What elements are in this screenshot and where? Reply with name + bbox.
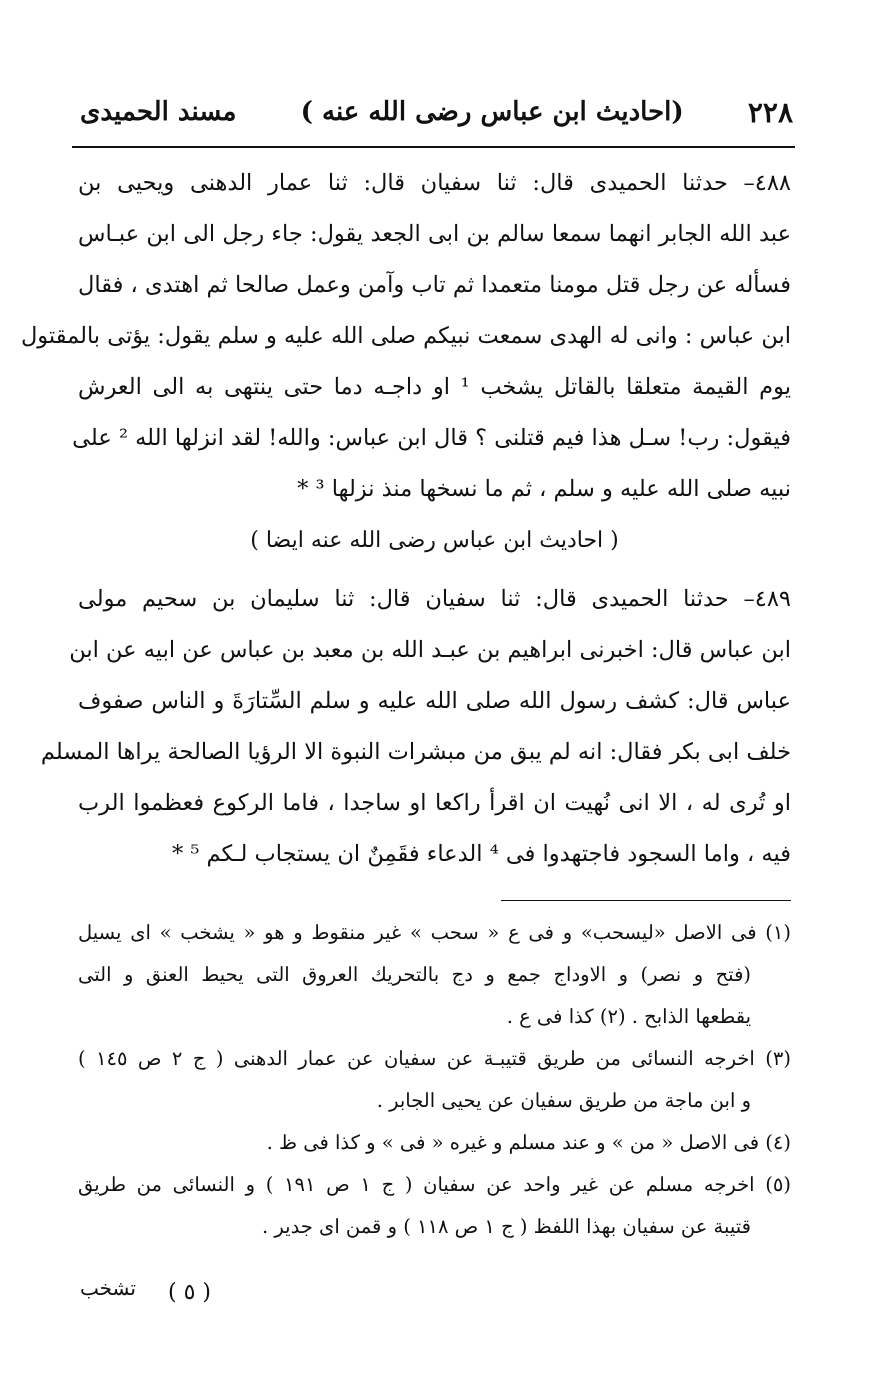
signature-bar <box>80 1272 791 1312</box>
text-line: عباس قال: كشف رسول الله صلى الله عليه و سلم السِّتارَةَ و الناس صفوف <box>78 688 791 714</box>
text-line: او تُرى له ، الا انى نُهيت ان اقرأ راكعا او ساجدا ، فاما الركوع فعظموا الرب <box>78 790 791 816</box>
section-subheading: ( احاديث ابن عباس رضى الله عنه ايضا ) <box>250 528 619 553</box>
footnote-line: و ابن ماجة من طريق سفيان عن يحيى الجابر . <box>376 1089 751 1112</box>
header-rule <box>72 146 795 148</box>
footnotes <box>78 912 791 1248</box>
text-line: فيه ، واما السجود فاجتهدوا فى ⁴ الدعاء فقَمِنٌ ان يستجاب لـكم ⁵ * <box>171 841 791 867</box>
footnote-line: (٤) فى الاصل « من » و عند مسلم و غيره « فى » و كذا فى ظ . <box>266 1131 791 1154</box>
text-line: عبد الله الجابر انهما سمعا سالم بن ابى الجعد يقول: جاء رجل الى ابن عبـاس <box>78 221 791 247</box>
hadith-489 <box>40 574 791 880</box>
sheet-number: ( ٥ ) <box>168 1280 211 1305</box>
footnote-line: (٥) اخرجه مسلم عن غير واحد عن سفيان ( ج ١ ص ١٩١ ) و النسائى من طريق <box>78 1173 791 1196</box>
text-line: فيقول: رب! سـل هذا فيم قتلنى ؟ قال ابن عباس: والله! لقد انزلها الله ² على <box>72 425 791 451</box>
book-title: مسند الحميدى <box>80 97 237 127</box>
main-text <box>20 158 791 880</box>
text-line: ٤٨٨– حدثنا الحميدى قال: ثنا سفيان قال: ثنا عمار الدهنى ويحيى بن <box>78 170 791 196</box>
page-number: ٢٢٨ <box>747 95 793 129</box>
chapter-title: (احاديث ابن عباس رضى الله عنه ) <box>300 97 684 127</box>
text-line: ابن عباس قال: اخبرنى ابراهيم بن عبـد الله بن معبد بن عباس عن ابيه عن ابن <box>69 637 791 663</box>
footnote-line: يقطعها الذابح . (٢) كذا فى ع . <box>506 1005 751 1028</box>
text-line: ٤٨٩– حدثنا الحميدى قال: ثنا سفيان قال: ثنا سليمان بن سحيم مولى <box>78 586 791 612</box>
footnote-rule <box>501 900 791 901</box>
footnote-line: (١) فى الاصل «ليسحب» و فى ع « سحب » غير منقوط و هو « يشخب » اى يسيل <box>78 921 791 944</box>
footnote-line: (٣) اخرجه النسائى من طريق قتيبـة عن سفيان عن عمار الدهنى ( ج ٢ ص ١٤٥ ) <box>78 1047 791 1070</box>
footnote-line: قتيبة عن سفيان بهذا اللفظ ( ج ١ ص ١١٨ ) و قمن اى جدير . <box>261 1215 751 1238</box>
hadith-488 <box>20 158 791 515</box>
text-line: فسأله عن رجل قتل مومنا متعمدا ثم تاب وآمن وعمل صالحا ثم اهتدى ، فقال <box>78 272 791 298</box>
footnote-line: (فتح و نصر) و الاوداج جمع و دج بالتحريك العروق التى يحيط العنق و التى <box>78 963 751 986</box>
running-header <box>80 88 793 136</box>
text-line: خلف ابى بكر فقال: انه لم يبق من مبشرات النبوة الا الرؤيا الصالحة يراها المسلم <box>40 739 791 765</box>
catchword: تشخب <box>80 1276 136 1300</box>
text-line: يوم القيمة متعلقا بالقاتل يشخب ¹ او داجـه دما حتى ينتهى به الى العرش <box>78 374 791 400</box>
text-line: نبيه صلى الله عليه و سلم ، ثم ما نسخها منذ نزلها ³ * <box>297 476 791 502</box>
text-line: ابن عباس : وانى له الهدى سمعت نبيكم صلى الله عليه و سلم يقول: يؤتى بالمقتول <box>20 323 791 349</box>
